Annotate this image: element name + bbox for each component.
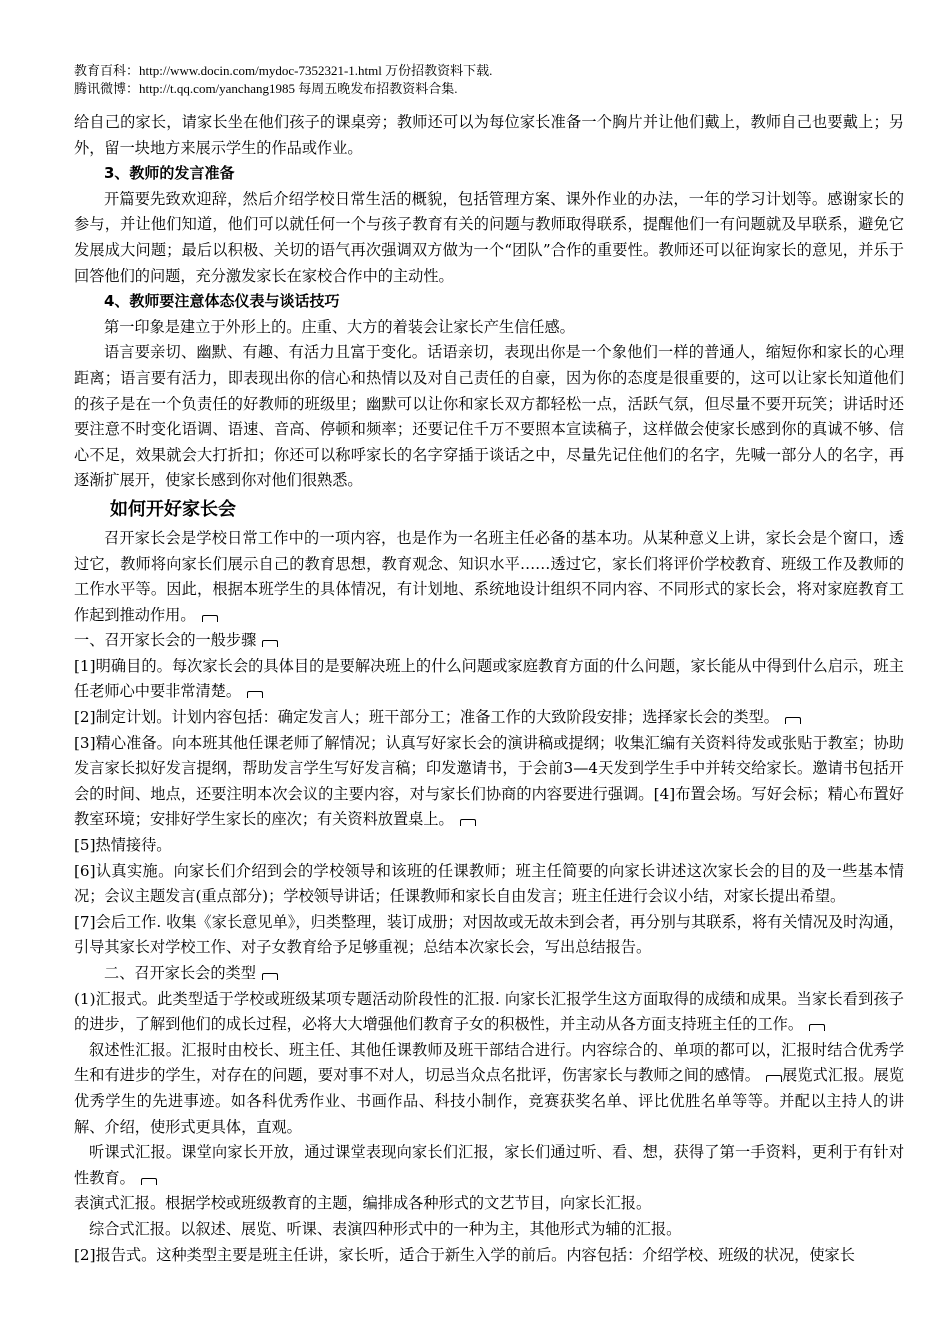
subsection-heading <box>74 628 904 654</box>
paragraph-text: (1)汇报式。此类型适于学校或班级某项专题活动阶段性的汇报. 向家长汇报学生这方面取得的成绩和成果。当家长看到孩子的进步，了解到他们的成长过程，必将大大增强他们教育子女的积极性，并主动从各方面支持班主任的工作。 <box>74 989 904 1034</box>
paragraph-mark-icon <box>262 973 278 980</box>
list-item: [5]热情接待。 <box>74 836 172 855</box>
paragraph <box>74 1038 904 1140</box>
paragraph: 综合式汇报。以叙述、展览、听课、表演四种形式中的一种为主，其他形式为辅的汇报。 <box>89 1219 682 1238</box>
paragraph-text: 叙述性汇报。汇报时由校长、班主任、其他任课教师及班干部结合进行。内容综合的、单项的都可以，汇报时结合优秀学生和有进步的学生，对存在的问题，要对事不对人，切忌当众点名批评，伤害家长与教师之间的感情。 <box>74 1040 904 1085</box>
subsection-heading <box>74 961 904 987</box>
list-item-text: [2]制定计划。计划内容包括：确定发言人；班干部分工；准备工作的大致阶段安排；选择家长会的类型。 <box>74 708 779 727</box>
paragraph-mark-icon <box>785 717 801 724</box>
paragraph: [2]报告式。这种类型主要是班主任讲，家长听，适合于新生入学的前后。内容包括：介绍学校、班级的状况，使家长 <box>74 1245 855 1264</box>
paragraph-mark-icon <box>202 615 218 622</box>
paragraph: 第一印象是建立于外形上的。庄重、大方的着装会让家长产生信任感。 <box>104 317 575 336</box>
article-title: 如何开好家长会 <box>110 498 236 520</box>
paragraph <box>74 1140 904 1191</box>
subsection-text: 二、召开家长会的类型 <box>104 964 256 982</box>
paragraph: 表演式汇报。根据学校或班级教育的主题，编排成各种形式的文艺节目，向家长汇报。 <box>74 1194 652 1213</box>
section-heading: 4、教师要注意体态仪表与谈话技巧 <box>104 292 340 311</box>
paragraph-mark-icon <box>247 691 263 698</box>
paragraph: 给自己的家长，请家长坐在他们孩子的课桌旁；教师还可以为每位家长准备一个胸片并让他们戴上，教师自己也要戴上；另外，留一块地方来展示学生的作品或作业。 <box>74 113 904 157</box>
paragraph: 开篇要先致欢迎辞，然后介绍学校日常生活的概貌，包括管理方案、课外作业的办法，一年的学习计划等。感谢家长的参与，并让他们知道，他们可以就任何一个与孩子教育有关的问题与教师取得联系，提醒他们一有问题就及早联系，避免它发展成大问题；最后以积极、关切的语气再次强调双方做为一个“团队”合作的重要性。教师还可以征询家长的意见，并乐于回答他们的问题，充分激发家长在家校合作中的主动性。 <box>74 189 904 285</box>
document-body <box>74 110 904 1268</box>
paragraph-mark-icon <box>141 1178 157 1185</box>
list-item <box>74 654 904 705</box>
paragraph <box>74 526 904 628</box>
list-item <box>74 731 904 833</box>
paragraph-mark-icon <box>460 819 476 826</box>
paragraph-text: 听课式汇报。课堂向家长开放，通过课堂表现向家长们汇报，家长们通过听、看、想，获得了第一手资料，更利于有针对性教育。 <box>74 1143 904 1187</box>
paragraph-mark-icon <box>262 640 278 647</box>
paragraph-text: 展览式汇报。展览优秀学生的先进事迹。如各科优秀作业、书画作品、科技小制作，竞赛获奖名单、评比优胜名单等等。并配以主持人的讲解、介绍，使形式更具体，直观。 <box>74 1066 905 1136</box>
list-item <box>74 705 904 731</box>
paragraph <box>74 987 904 1038</box>
paragraph-mark-icon <box>809 1024 825 1031</box>
paragraph-text: 召开家长会是学校日常工作中的一项内容，也是作为一名班主任必备的基本功。从某种意义上讲，家长会是个窗口，透过它，教师将向家长们展示自己的教育思想，教育观念、知识水平……透过它，家长们将评价学校教育、班级工作及教师的工作水平等。因此，根据本班学生的具体情况，有计划地、系统地设计组织不同内容、不同形式的家长会，将对家庭教育工作起到推动作用。 <box>74 528 904 624</box>
page-header <box>74 62 904 98</box>
paragraph-mark-icon <box>766 1075 782 1082</box>
paragraph: 语言要亲切、幽默、有趣、有活力且富于变化。话语亲切，表现出你是一个象他们一样的普通人，缩短你和家长的心理距离；语言要有活力，即表现出你的信心和热情以及对自己责任的自豪，因为你的态度是很重要的，这可以让家长知道他们的孩子是在一个负责任的好教师的班级里；幽默可以让你和家长双方都轻松一点，活跃气氛，但尽量不要开玩笑；讲话时还要注意不时变化语调、语速、音高、停顿和频率；还要记住千万不要照本宣读稿子，这样做会使家长感到你的真诚不够、信心不足，效果就会大打折扣；你还可以称呼家长的名字穿插于谈话之中，尽量先记住他们的名字，先喊一部分人的名字，再逐渐扩展开，使家长感到你对他们很熟悉。 <box>74 343 904 490</box>
list-item-text: [3]精心准备。向本班其他任课老师了解情况；认真写好家长会的演讲稿或提纲；收集汇编有关资料待发或张贴于教室；协助发言家长拟好发言提纲，帮助发言学生写好发言稿；印发邀请书，于会前3—4天发到学生手中并转交给家长。邀请书包括开会的时间、地点，还要注明本次会议的主要内容，对与家长们协商的内容要进行强调。[4]布置会场。写好会标；精心布置好教室环境；安排好学生家长的座次；有关资料放置桌上。 <box>74 733 904 829</box>
header-line-1: 教育百科：http://www.docin.com/mydoc-7352321-1.html 万份招教资料下载. <box>74 63 493 78</box>
section-heading: 3、教师的发言准备 <box>104 164 235 183</box>
list-item: [6]认真实施。向家长们介绍到会的学校领导和该班的任课教师；班主任简要的向家长讲述这次家长会的目的及一些基本情况；会议主题发言(重点部分)；学校领导讲话；任课教师和家长自由发言；班主任进行会议小结，对家长提出希望。 <box>74 861 904 906</box>
subsection-text: 一、召开家长会的一般步骤 <box>74 631 257 650</box>
header-line-2: 腾讯微博：http://t.qq.com/yanchang1985 每周五晚发布招教资料合集. <box>74 81 458 96</box>
list-item-text: [1]明确目的。每次家长会的具体目的是要解决班上的什么问题或家庭教育方面的什么问题，家长能从中得到什么启示，班主任老师心中要非常清楚。 <box>74 656 904 701</box>
list-item: [7]会后工作. 收集《家长意见单》，归类整理，装订成册；对因故或无故未到会者，再分别与其联系，将有关情况及时沟通，引导其家长对学校工作、对子女教育给予足够重视；总结本次家长会，写出总结报告。 <box>74 912 904 957</box>
